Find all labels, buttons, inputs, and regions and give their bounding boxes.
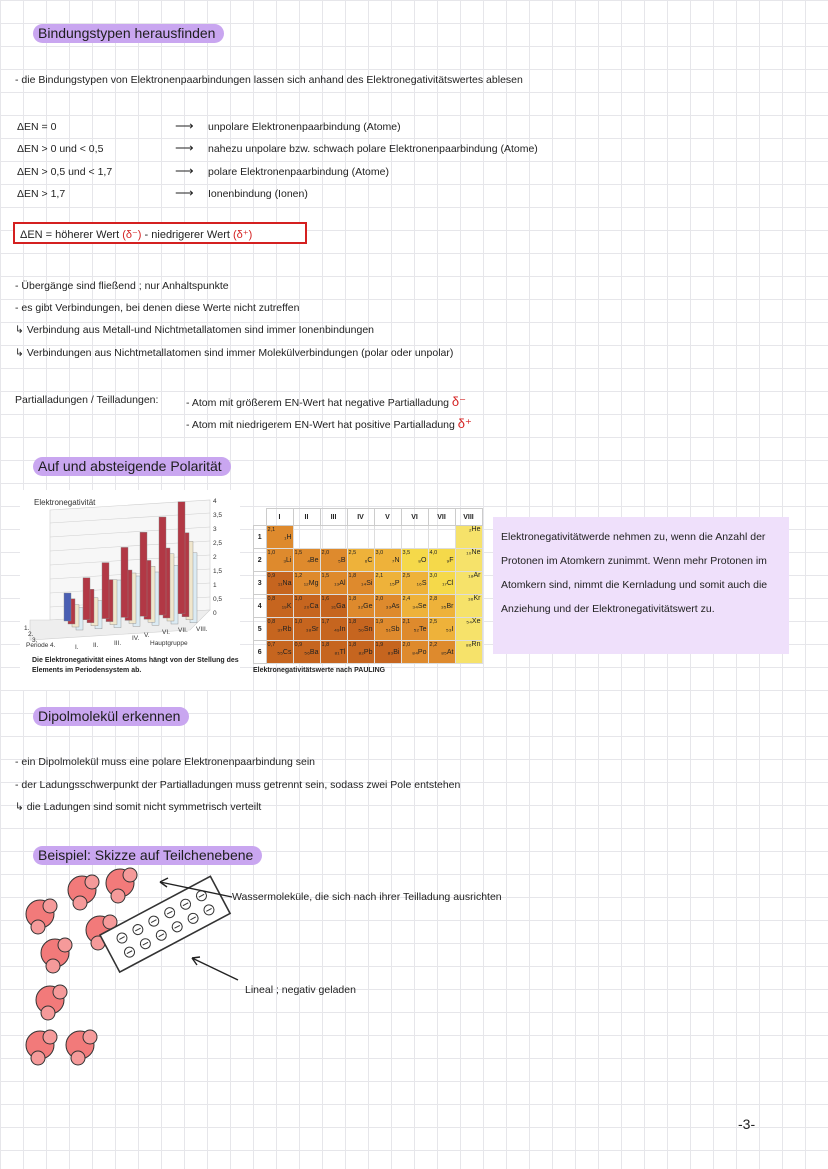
- en-value: 0,8: [267, 596, 276, 602]
- element-cell: [455, 595, 482, 618]
- element-symbol: ₁₃Al: [334, 580, 346, 587]
- en-value: 1,2: [294, 573, 303, 579]
- element-cell: [455, 618, 482, 641]
- element-cell: [455, 526, 482, 549]
- water-molecule: [26, 1030, 57, 1065]
- en-value: 1,9: [375, 642, 384, 648]
- en-bar: [178, 502, 185, 614]
- element-symbol: ₈₆Rn: [465, 641, 481, 648]
- note-line: - Übergänge sind fließend ; nur Anhaltspunkte: [15, 280, 229, 292]
- page-number: -3-: [738, 1116, 756, 1132]
- en-value: 2,1: [402, 619, 411, 625]
- element-cell: [428, 572, 455, 595]
- note-line: - es gibt Verbindungen, bei denen diese Werte nicht zutreffen: [15, 302, 300, 314]
- en-bar: [140, 532, 147, 616]
- element-cell: [401, 572, 428, 595]
- element-cell: [320, 618, 347, 641]
- element-cell: [293, 641, 320, 664]
- arrow-right-icon: ⟶: [175, 185, 194, 200]
- en-value: 3,0: [429, 573, 438, 579]
- period-tick: 4.: [50, 642, 56, 649]
- en-value: 2,1: [267, 527, 276, 533]
- element-symbol: ₂₀Ca: [303, 603, 319, 610]
- element-cell: [428, 549, 455, 572]
- group-tick: III.: [114, 640, 122, 647]
- y-tick: 2: [213, 554, 217, 561]
- element-cell: [374, 526, 401, 549]
- element-cell: [320, 641, 347, 664]
- arrow-right-icon: ⟶: [175, 118, 194, 133]
- en-value: 1,8: [348, 642, 357, 648]
- element-cell: [455, 641, 482, 664]
- period-number: 1: [254, 526, 267, 549]
- period-tick: 1.: [24, 625, 30, 632]
- group-header: V: [374, 509, 401, 526]
- element-cell: [266, 618, 293, 641]
- element-symbol: ₁₈Ar: [468, 572, 481, 579]
- element-symbol: ₅₀Sn: [358, 626, 373, 633]
- delta-minus: (δ⁻): [122, 229, 142, 241]
- en-bar: [83, 578, 90, 620]
- group-header: II: [293, 509, 320, 526]
- intro-line: - die Bindungstypen von Elektronenpaarbindungen lassen sich anhand des Elektronegativitätswertes ablesen: [15, 74, 523, 86]
- element-cell: [347, 549, 374, 572]
- element-cell: [347, 641, 374, 664]
- element-symbol: ₃₇Rb: [277, 626, 292, 633]
- element-symbol: ₃₅Br: [440, 603, 454, 610]
- element-cell: [401, 641, 428, 664]
- group-tick: VI.: [162, 629, 170, 636]
- element-cell: [347, 572, 374, 595]
- element-symbol: ₃₂Ge: [357, 603, 373, 610]
- element-symbol: ₂He: [468, 526, 481, 533]
- element-symbol: ₁₂Mg: [303, 580, 319, 587]
- group-tick: VII.: [178, 627, 188, 634]
- element-cell: [401, 549, 428, 572]
- en-value: 1,9: [375, 619, 384, 625]
- en-value: 1,0: [294, 619, 303, 625]
- chart-caption: Die Elektronegativität eines Atoms hängt von der Stellung des Elements im Periodensystem ab.: [32, 657, 239, 674]
- table-caption: Elektronegativitätswerte nach PAULING: [253, 667, 386, 674]
- element-cell: [266, 526, 293, 549]
- element-symbol: ₈₅At: [441, 649, 454, 656]
- element-symbol: ₈₁Tl: [334, 649, 346, 656]
- element-cell: [320, 572, 347, 595]
- protons-note: Elektronegativitätwerde nehmen zu, wenn die Anzahl der Protonen im Atomkern zunimmt. Wenn mehr Protonen im Atomkern sind, nimmt die Kernladung und somit auch die Anziehung und der Elektronegativitätswert zu.: [493, 517, 789, 654]
- en-value: 1,8: [348, 619, 357, 625]
- element-symbol: ₁₅P: [389, 580, 400, 587]
- en-value: 2,8: [429, 596, 438, 602]
- element-symbol: ₆C: [364, 557, 373, 564]
- element-cell: [374, 618, 401, 641]
- element-symbol: ₅₄Xe: [466, 618, 481, 625]
- en-value: 2,5: [402, 573, 411, 579]
- period-tick: 3.: [32, 637, 38, 644]
- element-symbol: ₄₉In: [334, 626, 346, 633]
- element-symbol: ₅₆Ba: [304, 649, 319, 656]
- element-cell: [374, 641, 401, 664]
- element-cell: [374, 572, 401, 595]
- en-value: 1,8: [348, 596, 357, 602]
- element-cell: [401, 526, 428, 549]
- element-symbol: ₁₉K: [281, 603, 292, 610]
- water-molecule: [68, 875, 99, 910]
- period-number: 4: [254, 595, 267, 618]
- element-cell: [347, 526, 374, 549]
- en-value: 1,6: [321, 596, 330, 602]
- element-symbol: ₈₂Pb: [358, 649, 373, 656]
- delta-plus: (δ⁺): [232, 229, 253, 241]
- element-symbol: ₁H: [284, 534, 292, 541]
- element-cell: [266, 549, 293, 572]
- element-symbol: ₃₈Sr: [305, 626, 319, 633]
- element-cell: [320, 549, 347, 572]
- dipol-line: - ein Dipolmolekül muss eine polare Elektronenpaarbindung sein: [15, 756, 316, 768]
- label-ruler: Lineal ; negativ geladen: [245, 984, 356, 996]
- rule-result: polare Elektronenpaarbindung (Atome): [208, 166, 389, 178]
- group-label: Hauptgruppe: [150, 640, 188, 647]
- water-molecule: [41, 938, 72, 973]
- en-value: 3,5: [402, 550, 411, 556]
- element-symbol: ₁₆S: [416, 580, 427, 587]
- en-value: 2,0: [402, 642, 411, 648]
- arrow-right-icon: ⟶: [175, 140, 194, 155]
- partial-label: Partialladungen / Teilladungen:: [15, 394, 159, 406]
- element-cell: [266, 595, 293, 618]
- water-molecule: [66, 1030, 97, 1065]
- rule-result: nahezu unpolare bzw. schwach polare Elektronenpaarbindung (Atome): [208, 143, 538, 155]
- section-heading-bindungstypen: Bindungstypen herausfinden: [33, 24, 224, 43]
- element-cell: [401, 618, 428, 641]
- partial-rule-1-text: - Atom mit größerem EN-Wert hat negative Partialladung: [186, 397, 449, 409]
- element-cell: [266, 572, 293, 595]
- group-header: VI: [401, 509, 428, 526]
- element-symbol: ₃₃As: [385, 603, 400, 610]
- en-value: 0,7: [267, 642, 276, 648]
- partial-delta-minus: δ⁻: [451, 394, 467, 409]
- group-header: III: [320, 509, 347, 526]
- formula-mid: - niedrigerer Wert: [141, 229, 233, 241]
- partial-rule-2-text: - Atom mit niedrigerem EN-Wert hat positive Partialladung: [186, 419, 455, 431]
- group-tick: II.: [93, 642, 99, 649]
- element-symbol: ₈₃Bi: [387, 649, 400, 656]
- element-symbol: ₈₄Po: [412, 649, 427, 656]
- label-water: Wassermoleküle, die sich nach ihrer Teilladung ausrichten: [232, 891, 502, 903]
- y-tick: 3,5: [213, 512, 223, 519]
- en-value: 4,0: [429, 550, 438, 556]
- element-cell: [374, 595, 401, 618]
- en-value: 1,8: [348, 573, 357, 579]
- en-value: 2,1: [375, 573, 384, 579]
- water-molecule: [36, 985, 67, 1020]
- element-symbol: ₁₇Cl: [442, 580, 454, 587]
- en-value: 1,0: [267, 550, 276, 556]
- en-value: 0,9: [267, 573, 276, 579]
- element-symbol: ₁₀Ne: [466, 549, 481, 556]
- section-heading-beispiel: Beispiel: Skizze auf Teilchenebene: [33, 846, 262, 865]
- element-symbol: ₉F: [446, 557, 454, 564]
- group-tick: V.: [144, 632, 150, 639]
- en-value: 2,4: [402, 596, 411, 602]
- element-symbol: ₅B: [338, 557, 346, 564]
- element-cell: [293, 526, 320, 549]
- en-value: 1,5: [294, 550, 303, 556]
- element-symbol: ₃Li: [283, 557, 292, 564]
- element-symbol: ₁₄Si: [361, 580, 373, 587]
- element-symbol: ₈O: [418, 557, 427, 564]
- section-heading-dipol: Dipolmolekül erkennen: [33, 707, 189, 726]
- element-cell: [347, 595, 374, 618]
- y-tick: 0: [213, 610, 217, 617]
- group-tick: IV.: [132, 635, 140, 642]
- rule-condition: ΔEN > 0,5 und < 1,7: [17, 166, 113, 178]
- en-value: 0,8: [267, 619, 276, 625]
- formula-box: [13, 222, 307, 244]
- en-value: 2,0: [321, 550, 330, 556]
- rule-condition: ΔEN > 1,7: [17, 188, 66, 200]
- y-tick: 0,5: [213, 596, 223, 603]
- en-bar: [159, 517, 166, 615]
- periodic-table: [253, 508, 483, 674]
- group-header: I: [266, 509, 293, 526]
- en-value: 1,7: [321, 619, 330, 625]
- element-symbol: ₃₄Se: [412, 603, 427, 610]
- element-cell: [320, 595, 347, 618]
- rule-result: Ionenbindung (Ionen): [208, 188, 308, 200]
- period-number: 5: [254, 618, 267, 641]
- period-number: 3: [254, 572, 267, 595]
- element-cell: [428, 526, 455, 549]
- dipol-line: ↳ die Ladungen sind somit nicht symmetrisch verteilt: [15, 801, 262, 813]
- element-symbol: ₃₁Ga: [330, 603, 346, 610]
- element-symbol: ₃₆Kr: [467, 595, 481, 602]
- rule-result: unpolare Elektronenpaarbindung (Atome): [208, 121, 401, 133]
- period-label: Periode: [26, 642, 49, 649]
- element-cell: [320, 526, 347, 549]
- rule-condition: ΔEN = 0: [17, 121, 57, 133]
- en-value: 1,5: [321, 573, 330, 579]
- element-cell: [401, 595, 428, 618]
- element-cell: [347, 618, 374, 641]
- en-value: 2,5: [429, 619, 438, 625]
- en-value: 2,5: [348, 550, 357, 556]
- element-cell: [266, 641, 293, 664]
- group-header: IV: [347, 509, 374, 526]
- group-header: VIII: [455, 509, 482, 526]
- water-molecule: [106, 868, 137, 903]
- en-value: 1,8: [321, 642, 330, 648]
- period-tick: 2.: [28, 631, 34, 638]
- period-number: 2: [254, 549, 267, 572]
- element-cell: [293, 572, 320, 595]
- group-header: VII: [428, 509, 455, 526]
- rule-condition: ΔEN > 0 und < 0,5: [17, 143, 104, 155]
- en-bar: [102, 563, 109, 619]
- en-value: 2,2: [429, 642, 438, 648]
- note-line: ↳ Verbindungen aus Nichtmetallatomen sind immer Molekülverbindungen (polar oder unpolar): [15, 347, 454, 359]
- dipol-line: - der Ladungsschwerpunkt der Partialladungen muss getrennt sein, sodass zwei Pole entstehen: [15, 779, 461, 791]
- en-bar: [121, 547, 128, 617]
- element-symbol: ₇N: [392, 557, 400, 564]
- en-bar: [64, 593, 71, 621]
- partial-delta-plus: δ⁺: [457, 416, 472, 431]
- element-symbol: ₁₁Na: [277, 580, 292, 587]
- element-cell: [455, 549, 482, 572]
- partial-rule-2: [186, 416, 472, 432]
- element-cell: [374, 549, 401, 572]
- element-cell: [428, 595, 455, 618]
- element-symbol: ₅₅Cs: [277, 649, 292, 656]
- en-value: 3,0: [375, 550, 384, 556]
- element-symbol: ₅₂Te: [413, 626, 427, 633]
- element-cell: [428, 618, 455, 641]
- element-cell: [428, 641, 455, 664]
- element-cell: [293, 595, 320, 618]
- en-value: 0,9: [294, 642, 303, 648]
- pauling-table: [253, 508, 483, 664]
- arrow-right-icon: ⟶: [175, 163, 194, 178]
- y-tick: 1,5: [213, 568, 223, 575]
- element-symbol: ₅₃I: [445, 626, 454, 633]
- element-cell: [293, 549, 320, 572]
- formula-main: ΔEN = höherer Wert: [20, 229, 123, 241]
- chart-title: Elektronegativität: [34, 498, 96, 507]
- en-value: 2,0: [375, 596, 384, 602]
- element-cell: [455, 572, 482, 595]
- group-tick: VIII.: [196, 626, 208, 633]
- en-value: 1,0: [294, 596, 303, 602]
- y-tick: 3: [213, 526, 217, 533]
- partial-rule-1: [186, 394, 466, 410]
- y-tick: 2,5: [213, 540, 223, 547]
- note-line: ↳ Verbindung aus Metall-und Nichtmetallatomen sind immer Ionenbindungen: [15, 324, 375, 336]
- element-symbol: ₄Be: [307, 557, 319, 564]
- element-cell: [293, 618, 320, 641]
- y-tick: 4: [213, 498, 217, 505]
- particle-sketch: [0, 860, 260, 1070]
- element-symbol: ₅₁Sb: [385, 626, 400, 633]
- water-molecule: [26, 899, 57, 934]
- y-tick: 1: [213, 582, 217, 589]
- period-number: 6: [254, 641, 267, 664]
- section-heading-polaritaet: Auf und absteigende Polarität: [33, 457, 231, 476]
- group-tick: I.: [75, 644, 79, 651]
